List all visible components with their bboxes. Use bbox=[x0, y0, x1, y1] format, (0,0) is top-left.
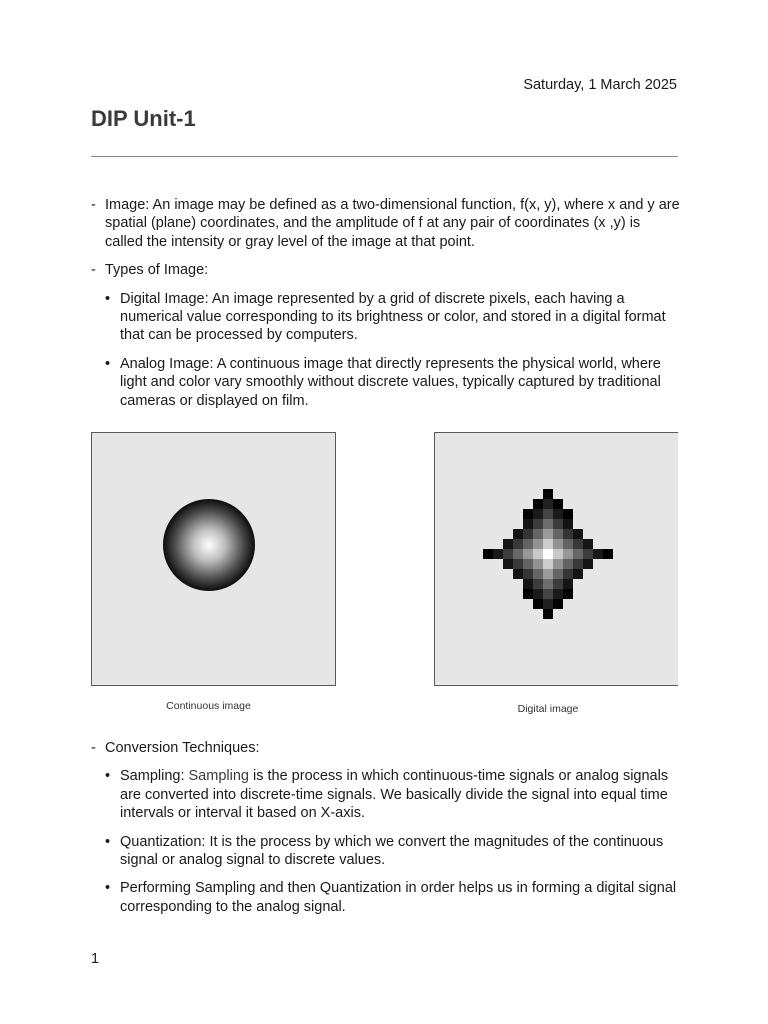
pixel-cell bbox=[583, 539, 593, 549]
pixel-cell bbox=[513, 549, 523, 559]
pixel-cell bbox=[543, 599, 553, 609]
pixel-cell bbox=[553, 519, 563, 529]
bullet-marker: • bbox=[105, 355, 111, 372]
digital-image-figure bbox=[434, 432, 678, 686]
pixel-cell bbox=[533, 509, 543, 519]
pixel-cell bbox=[523, 559, 533, 569]
pixel-cell bbox=[563, 559, 573, 569]
pixel-cell bbox=[543, 609, 553, 619]
list-item-image-definition bbox=[91, 196, 681, 251]
list-item-types-of-image bbox=[91, 261, 681, 279]
pixel-cell bbox=[593, 549, 603, 559]
pixel-cell bbox=[543, 539, 553, 549]
sampling-link[interactable]: Sampling bbox=[188, 768, 249, 785]
digital-image-text: Digital Image: An image represented by a grid of discrete pixels, each having a numerical value corresponding to its brightness or color, and stored in a digital format that can be processed by computers. bbox=[120, 290, 666, 344]
conversion-section bbox=[91, 739, 681, 916]
pixel-cell bbox=[503, 549, 513, 559]
pixel-cell bbox=[543, 559, 553, 569]
pixel-cell bbox=[563, 579, 573, 589]
pixel-cell bbox=[553, 549, 563, 559]
bullet-marker: • bbox=[105, 768, 111, 785]
page-title: DIP Unit-1 bbox=[91, 106, 196, 131]
types-heading-text: Types of Image: bbox=[105, 262, 209, 279]
pixel-cell bbox=[543, 589, 553, 599]
pixel-cell bbox=[543, 549, 553, 559]
pixel-cell bbox=[523, 519, 533, 529]
conversion-heading-text: Conversion Techniques: bbox=[105, 740, 260, 756]
pixel-cell bbox=[533, 599, 543, 609]
pixel-cell bbox=[573, 549, 583, 559]
pixel-cell bbox=[553, 499, 563, 509]
pixel-cell bbox=[533, 549, 543, 559]
quantization-text: Quantization: It is the process by which we convert the magnitudes of the continuous signal or analog signal to discrete values. bbox=[120, 833, 664, 869]
dash-marker: - bbox=[91, 740, 96, 756]
pixel-cell bbox=[573, 529, 583, 539]
pixel-cell bbox=[573, 539, 583, 549]
pixel-cell bbox=[553, 579, 563, 589]
intro-section bbox=[91, 196, 681, 410]
pixel-cell bbox=[553, 509, 563, 519]
performing-text: Performing Sampling and then Quantization in order helps us in forming a digital signal corresponding to the analog signal. bbox=[120, 880, 677, 915]
pixel-cell bbox=[563, 539, 573, 549]
dash-marker: - bbox=[91, 262, 96, 279]
pixel-cell bbox=[563, 589, 573, 599]
list-item-digital-image bbox=[91, 290, 681, 345]
pixel-cell bbox=[533, 519, 543, 529]
pixel-cell bbox=[583, 559, 593, 569]
pixel-cell bbox=[563, 549, 573, 559]
pixel-cell bbox=[553, 559, 563, 569]
pixel-cell bbox=[513, 569, 523, 579]
pixel-cell bbox=[493, 549, 503, 559]
continuous-sphere-graphic bbox=[92, 433, 336, 686]
pixel-cell bbox=[553, 539, 563, 549]
page-number: 1 bbox=[91, 951, 100, 967]
list-item-performing bbox=[91, 879, 681, 916]
pixel-cell bbox=[523, 549, 533, 559]
image-definition-text: Image: An image may be defined as a two-dimensional function, f(x, y), where x and y are spatial (plane) coordinates, and the amplitude of f at any pair of coordinates (x ,y) is called the intensity or gray level of the image at that point. bbox=[105, 197, 680, 250]
sampling-label: Sampling: bbox=[120, 768, 189, 785]
pixel-cell bbox=[523, 529, 533, 539]
analog-image-text: Analog Image: A continuous image that directly represents the physical world, where light and color vary smoothly without discrete values, typically captured by traditional cameras or displayed on film. bbox=[120, 355, 661, 409]
pixel-cell bbox=[553, 599, 563, 609]
pixel-cell bbox=[603, 549, 613, 559]
pixel-cell bbox=[563, 519, 573, 529]
pixel-cell bbox=[573, 559, 583, 569]
pixel-cell bbox=[543, 579, 553, 589]
pixel-cell bbox=[513, 559, 523, 569]
list-item-conversion-techniques bbox=[91, 739, 681, 757]
pixel-cell bbox=[483, 549, 493, 559]
pixel-cell bbox=[533, 499, 543, 509]
pixel-cell bbox=[553, 569, 563, 579]
pixel-cell bbox=[553, 529, 563, 539]
pixel-cell bbox=[533, 579, 543, 589]
pixel-cell bbox=[543, 499, 553, 509]
bullet-marker: • bbox=[105, 290, 111, 307]
pixel-cell bbox=[523, 579, 533, 589]
pixel-cell bbox=[563, 569, 573, 579]
dash-marker: - bbox=[91, 197, 96, 213]
pixel-cell bbox=[533, 539, 543, 549]
bullet-marker: • bbox=[105, 880, 111, 897]
continuous-image-caption: Continuous image bbox=[166, 700, 251, 712]
list-item-sampling bbox=[91, 767, 681, 822]
pixel-cell bbox=[513, 539, 523, 549]
pixel-cell bbox=[533, 589, 543, 599]
list-item-quantization bbox=[91, 833, 681, 870]
bullet-marker: • bbox=[105, 833, 111, 850]
pixel-cell bbox=[503, 559, 513, 569]
pixel-cell bbox=[553, 589, 563, 599]
digital-image-caption: Digital image bbox=[517, 703, 579, 715]
pixel-cell bbox=[523, 509, 533, 519]
digital-pixel-grid bbox=[435, 433, 678, 686]
pixel-cell bbox=[503, 539, 513, 549]
document-date: Saturday, 1 March 2025 bbox=[523, 77, 677, 93]
pixel-cell bbox=[583, 549, 593, 559]
list-item-analog-image bbox=[91, 355, 681, 410]
pixel-cell bbox=[533, 569, 543, 579]
pixel-cell bbox=[543, 569, 553, 579]
pixel-cell bbox=[533, 559, 543, 569]
pixel-cell bbox=[513, 529, 523, 539]
pixel-cell bbox=[543, 509, 553, 519]
pixel-cell bbox=[573, 569, 583, 579]
title-divider bbox=[91, 156, 678, 157]
pixel-cell bbox=[523, 569, 533, 579]
pixel-cell bbox=[533, 529, 543, 539]
pixel-cell bbox=[563, 529, 573, 539]
sampling-text: is the process in which continuous-time signals or analog signals are converted into discrete-time signals. We basically divide the signal into equal time intervals or interval it based on X-axis. bbox=[120, 768, 669, 822]
pixel-cell bbox=[543, 529, 553, 539]
pixel-cell bbox=[543, 489, 553, 499]
pixel-cell bbox=[523, 539, 533, 549]
pixel-cell bbox=[523, 589, 533, 599]
pixel-cell bbox=[543, 519, 553, 529]
pixel-cell bbox=[563, 509, 573, 519]
continuous-image-figure bbox=[91, 432, 336, 686]
